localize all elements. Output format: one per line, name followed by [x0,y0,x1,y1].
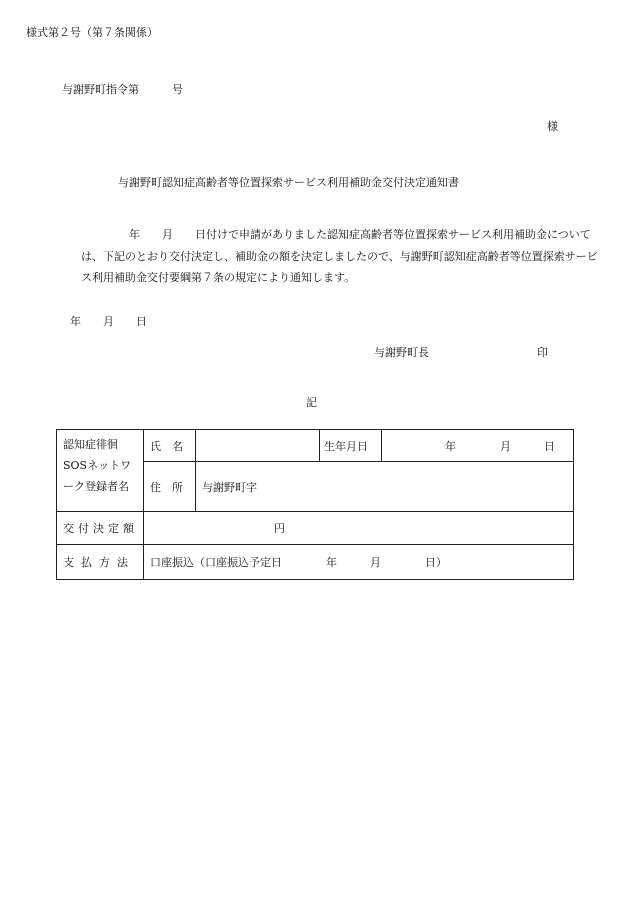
payment-label-cell [57,545,144,580]
payment-value-cell [144,545,574,580]
name-label-cell [144,430,196,462]
amount-value: 円 [274,522,285,535]
seal-mark: 印 [537,346,548,359]
record-heading: 記 [306,396,317,409]
birthdate-value-cell [382,430,574,462]
amount-value-cell [144,512,574,545]
birthdate-label-cell [320,430,382,462]
document-title: 与謝野町認知症高齢者等位置探索サービス利用補助金交付決定通知書 [118,176,459,189]
address-label-cell [144,462,196,512]
notice-body: 年 月 日付けで申請がありました認知症高齢者等位置探索サービス利用補助金については、下記のとおり交付決定し、補助金の額を決定しましたので、与謝野町認知症高齢者等位置探索サービス利用補助金交付要綱第７条の規定により通知します。 [81,228,598,284]
birthdate-value: 年 月 日 [445,439,555,453]
table-row [57,512,574,545]
addressee-honorific: 様 [547,120,558,133]
name-label: 氏 名 [150,439,183,453]
address-value-cell [196,462,574,512]
office-order-number: 与謝野町指令第 号 [62,83,183,96]
payment-value: 口座振込（口座振込予定日 年 月 日） [150,556,447,569]
payment-label: 支払方法 [63,556,135,569]
address-value: 与謝野町字 [202,480,257,494]
form-number: 様式第２号（第７条関係） [26,26,158,39]
name-value-cell [196,430,320,462]
amount-label: 交付決定額 [63,522,138,535]
issue-date: 年 月 日 [70,315,147,328]
issuer-title: 与謝野町長 [374,346,429,359]
address-label: 住 所 [150,480,183,494]
registrant-label: 認知症徘徊SOSネットワーク登録者名 [63,438,132,493]
birthdate-label: 生年月日 [324,439,368,453]
table-row [57,545,574,580]
decision-table [56,429,574,580]
registrant-label-cell [57,430,144,512]
table-row [57,430,574,462]
amount-label-cell [57,512,144,545]
